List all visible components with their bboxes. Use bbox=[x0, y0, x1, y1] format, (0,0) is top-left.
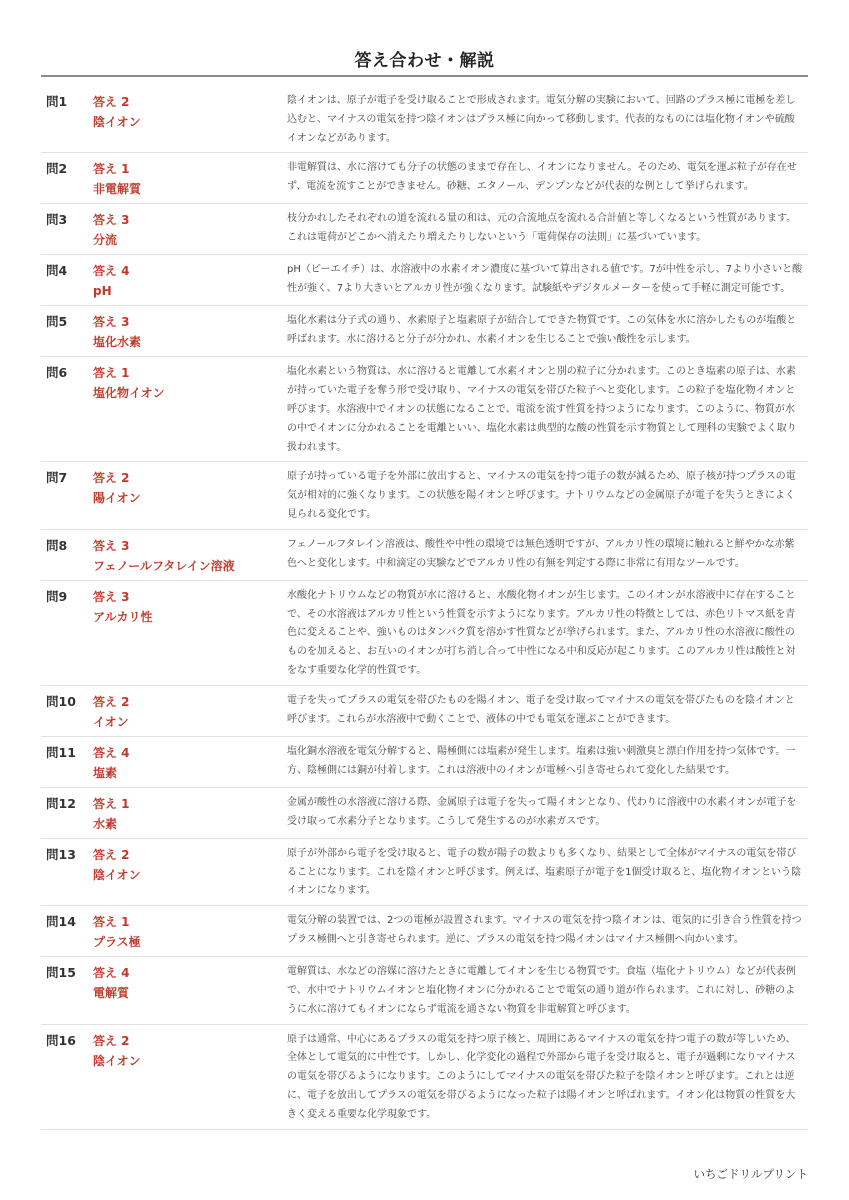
answer-column bbox=[93, 794, 287, 834]
answer-row bbox=[41, 204, 808, 255]
answer-choice: 答え 3 bbox=[93, 589, 130, 604]
answer-choice: 答え 2 bbox=[93, 1033, 130, 1048]
answer-column bbox=[93, 587, 287, 681]
title-divider bbox=[41, 75, 808, 77]
explanation-text: 水酸化ナトリウムなどの物質が水に溶けると、水酸化物イオンが生じます。このイオンが水溶液中に存在することで、その水溶液はアルカリ性という性質を示すようになります。アルカリ性の特徴としては、赤色リトマス紙を青色に変えることや、強いものはタンパク質を溶かす性質などが挙げられます。また、アルカリ性の水溶液に酸性のものを加えると、お互いのイオンが打ち消し合って中性になる中和反応が起こります。このアルカリ性は酸性と対をなす重要な化学的性質です。 bbox=[287, 589, 796, 676]
answer-column bbox=[93, 312, 287, 352]
answer-choice: 答え 3 bbox=[93, 213, 130, 228]
question-number: 問6 bbox=[46, 365, 68, 381]
answer-row bbox=[41, 86, 808, 153]
answer-list bbox=[41, 86, 808, 1130]
question-number: 問12 bbox=[46, 795, 76, 811]
question-number: 問14 bbox=[46, 914, 76, 930]
answer-row bbox=[41, 306, 808, 357]
answer-term: 非電解質 bbox=[93, 182, 142, 197]
explanation-text: フェノールフタレイン溶液は、酸性や中性の環境では無色透明ですが、アルカリ性の環境に触れると鮮やかな赤紫色へと変化します。中和滴定の実験などでアルカリ性の有無を判定する際に非常に有用なツールです。 bbox=[287, 538, 795, 569]
answer-row bbox=[41, 686, 808, 737]
answer-column bbox=[93, 1031, 287, 1125]
answer-choice: 答え 1 bbox=[93, 366, 130, 381]
answer-row bbox=[41, 1025, 808, 1130]
answer-choice: 答え 2 bbox=[93, 95, 130, 109]
answer-term: フェノールフタレイン溶液 bbox=[93, 558, 235, 573]
explanation-text: 電解質は、水などの溶媒に溶けたときに電離してイオンを生じる物質です。食塩（塩化ナトリウム）などが代表例で、水中でナトリウムイオンと塩化物イオンに分かれることで電気の通り道が作られます。これに対し、砂糖のように水に溶けてもイオンにならず電流を通さない物質を非電解質と呼びます。 bbox=[287, 966, 796, 1015]
explanation-text: 原子は通常、中心にあるプラスの電気を持つ原子核と、周囲にあるマイナスの電気を持つ電子の数が等しいため、全体として電気的に中性です。しかし、化学変化の過程で外部から電子を受け取ると、電子が過剰になりマイナスの電気を帯びるようになります。このようにしてマイナスの電気を帯びた粒子を陰イオンと呼びます。これとは逆に、電子を放出してプラスの電気を帯びるようになった粒子は陽イオンと呼ばれます。イオン化は物質の性質を大きく変える重要な化学現象です。 bbox=[287, 1033, 796, 1120]
answer-row bbox=[41, 906, 808, 957]
answer-term: pH bbox=[93, 284, 112, 299]
explanation-text: 電気分解の装置では、2つの電極が設置されます。マイナスの電気を持つ陰イオンは、電気的に引き合う性質を持つプラス極側へと引き寄せられます。逆に、プラスの電気を持つ陽イオンはマイナス極側へ向かいます。 bbox=[287, 915, 802, 945]
question-number: 問10 bbox=[46, 693, 76, 709]
answer-choice: 答え 1 bbox=[93, 796, 130, 811]
answer-row bbox=[41, 957, 808, 1024]
answer-row bbox=[41, 839, 808, 906]
answer-row bbox=[41, 255, 808, 306]
answer-column bbox=[93, 261, 287, 301]
answer-term: プラス極 bbox=[93, 935, 141, 950]
explanation-text: 電子を失ってプラスの電気を帯びたものを陽イオン、電子を受け取ってマイナスの電気を帯びたものを陰イオンと呼びます。これらが水溶液中で動くことで、液体の中でも電気を運ぶことができます。 bbox=[287, 694, 795, 725]
question-number: 問9 bbox=[46, 588, 68, 604]
question-number: 問2 bbox=[46, 161, 68, 177]
answer-choice: 答え 3 bbox=[93, 315, 130, 330]
answer-choice: 答え 2 bbox=[93, 471, 130, 486]
answer-column bbox=[93, 92, 287, 148]
answer-term: アルカリ性 bbox=[93, 609, 153, 624]
answer-choice: 答え 2 bbox=[93, 847, 130, 862]
answer-choice: 答え 1 bbox=[93, 162, 130, 177]
answer-term: 陽イオン bbox=[93, 491, 141, 506]
answer-term: 水素 bbox=[93, 816, 118, 831]
answer-column bbox=[93, 912, 287, 952]
explanation-text: 塩化銅水溶液を電気分解すると、陽極側には塩素が発生します。塩素は強い刺激臭と漂白作用を持つ気体です。一方、陰極側には銅が付着します。これは溶液中のイオンが電極へ引き寄せられて変化した結果です。 bbox=[287, 745, 796, 776]
question-number: 問16 bbox=[46, 1032, 76, 1048]
answer-column bbox=[93, 692, 287, 732]
question-number: 問4 bbox=[46, 263, 68, 279]
answer-term: 塩素 bbox=[93, 765, 118, 780]
page-title: 答え合わせ・解説 bbox=[354, 51, 495, 71]
explanation-text: pH（ピーエイチ）は、水溶液中の水素イオン濃度に基づいて算出される値です。7が中性を示し、7より小さいと酸性が強く、7より大きいとアルカリ性が強くなります。試験紙やデジタルメーターを使って手軽に測定可能です。 bbox=[287, 264, 803, 295]
answer-row bbox=[41, 788, 808, 839]
explanation-text: 原子が持っている電子を外部に放出すると、マイナスの電気を持つ電子の数が減るため、原子核が持つプラスの電気が相対的に強くなります。この状態を陽イオンと呼びます。ナトリウムなどの金属原子が電子を失うときによく見られる変化です。 bbox=[287, 471, 796, 520]
answer-column bbox=[93, 159, 287, 199]
answer-term: 陰イオン bbox=[93, 115, 141, 129]
answer-column bbox=[93, 743, 287, 783]
question-number: 問8 bbox=[46, 537, 68, 553]
answer-row bbox=[41, 581, 808, 686]
answer-column bbox=[93, 210, 287, 250]
answer-choice: 答え 3 bbox=[93, 538, 130, 553]
explanation-text: 陰イオンは、原子が電子を受け取ることで形成されます。電気分解の実験において、回路のプラス極に電極を差し込むと、マイナスの電気を持つ陰イオンはプラス極に向かって移動します。代表的なものには塩化物イオンや硫酸イオンなどがあります。 bbox=[287, 95, 796, 144]
explanation-text: 塩化水素という物質は、水に溶けると電離して水素イオンと別の粒子に分かれます。このとき塩素の原子は、水素が持っていた電子を奪う形で受け取り、マイナスの電気を帯びた粒子へと変化します。この粒子を塩化物イオンと呼びます。水溶液中でイオンの状態になることで、電流を流す性質を持つようになります。このように、物質が水の中でイオンに分かれることを電離といい、塩化水素は典型的な酸の性質を示す物質として理科の実験でよく取り扱われます。 bbox=[287, 366, 797, 453]
answer-choice: 答え 4 bbox=[93, 264, 130, 279]
question-number: 問3 bbox=[46, 212, 68, 228]
question-number: 問11 bbox=[46, 744, 76, 760]
question-number: 問13 bbox=[46, 846, 76, 862]
answer-row bbox=[41, 737, 808, 788]
explanation-text: 原子が外部から電子を受け取ると、電子の数が陽子の数よりも多くなり、結果として全体がマイナスの電気を帯びることになります。これを陰イオンと呼びます。例えば、塩素原子が電子を1個受け取ると、塩化物イオンという陰イオンになります。 bbox=[287, 847, 802, 897]
explanation-text: 金属が酸性の水溶液に溶ける際、金属原子は電子を失って陽イオンとなり、代わりに溶液中の水素イオンが電子を受け取って水素分子となります。こうして発生するのが水素ガスです。 bbox=[287, 796, 797, 827]
answer-row bbox=[41, 357, 808, 462]
answer-column bbox=[93, 536, 287, 576]
answer-term: 陰イオン bbox=[93, 1053, 141, 1068]
answer-row bbox=[41, 153, 808, 204]
answer-choice: 答え 1 bbox=[93, 915, 130, 930]
explanation-text: 枝分かれしたそれぞれの道を流れる量の和は、元の合流地点を流れる合計値と等しくなるという性質があります。これは電荷がどこかへ消えたり増えたりしないという「電荷保存の法則」に基づいています。 bbox=[287, 213, 797, 244]
question-number: 問1 bbox=[46, 94, 68, 109]
answer-column bbox=[93, 963, 287, 1019]
answer-column bbox=[93, 468, 287, 524]
answer-term: 塩化水素 bbox=[93, 335, 142, 350]
answer-row bbox=[41, 462, 808, 529]
question-number: 問5 bbox=[46, 314, 68, 330]
answer-term: 分流 bbox=[93, 233, 118, 248]
answer-term: 塩化物イオン bbox=[93, 386, 165, 401]
answer-choice: 答え 4 bbox=[93, 966, 130, 981]
question-number: 問7 bbox=[46, 470, 68, 486]
footer-brand: いちごドリルプリント bbox=[693, 1167, 808, 1181]
explanation-text: 塩化水素は分子式の通り、水素原子と塩素原子が結合してできた物質です。この気体を水に溶かしたものが塩酸と呼ばれます。水に溶けると分子が分かれ、水素イオンを生じることで強い酸性を示します。 bbox=[287, 315, 797, 346]
answer-term: イオン bbox=[93, 714, 129, 729]
answer-column bbox=[93, 845, 287, 901]
answer-choice: 答え 4 bbox=[93, 745, 130, 760]
answer-row bbox=[41, 530, 808, 581]
explanation-text: 非電解質は、水に溶けても分子の状態のままで存在し、イオンになりません。そのため、電気を運ぶ粒子が存在せず、電流を流すことができません。砂糖、エタノール、デンプンなどが代表的な例として挙げられます。 bbox=[287, 162, 797, 193]
answer-column bbox=[93, 363, 287, 457]
answer-term: 電解質 bbox=[93, 986, 130, 1001]
answer-choice: 答え 2 bbox=[93, 694, 130, 709]
question-number: 問15 bbox=[46, 965, 76, 981]
answer-term: 陰イオン bbox=[93, 867, 141, 882]
